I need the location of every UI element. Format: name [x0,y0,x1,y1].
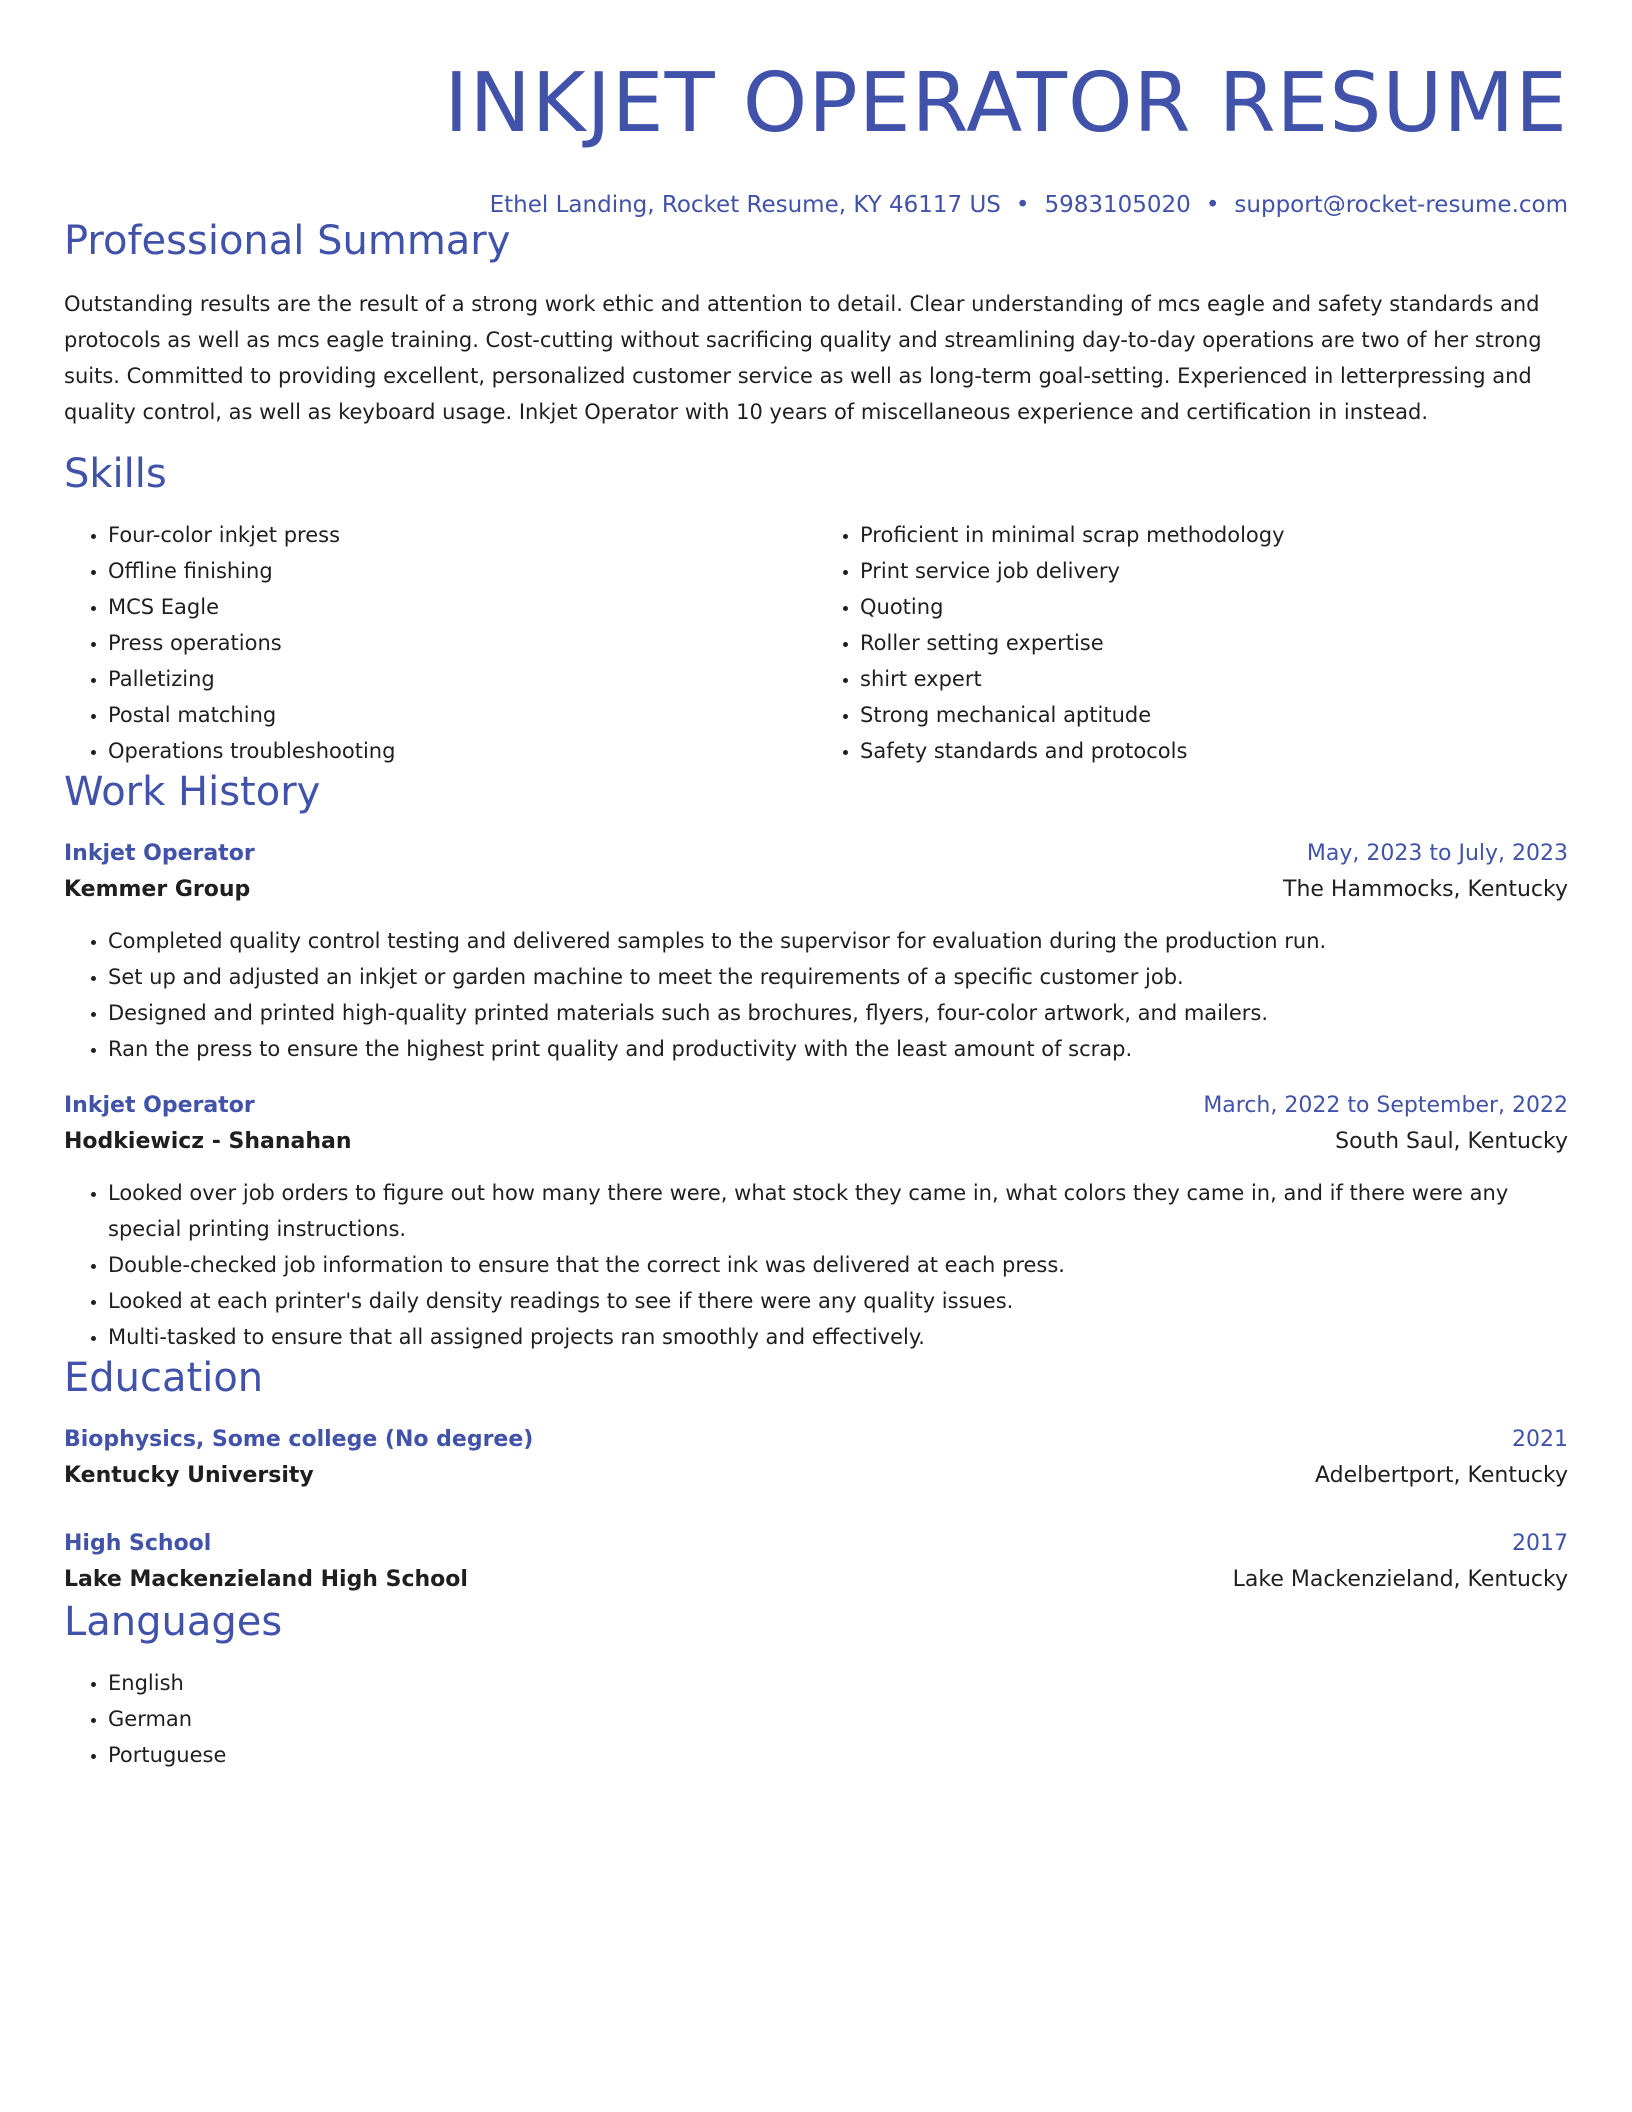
skill-item: • Quoting [860,589,1568,625]
education-section [64,1355,1568,1599]
job-employer: Hodkiewicz - Shanahan [64,1129,352,1154]
job-bullets [64,1175,1568,1355]
education-location: Adelbertport, Kentucky [1315,1463,1568,1488]
job-title-row [64,1089,1568,1123]
summary-section [64,218,1568,430]
contact-separator: • [1015,192,1030,218]
skill-item: • Strong mechanical aptitude [860,697,1568,733]
skills-list-right [816,517,1568,769]
language-item: • Portuguese [108,1737,1568,1773]
education-heading: Education [64,1355,264,1401]
skills-section [64,451,1568,769]
job-bullet: • Multi-tasked to ensure that all assigned projects ran smoothly and effectively. [108,1319,1568,1355]
skill-item: • Four-color inkjet press [108,517,816,553]
education-school-row [64,1457,1568,1495]
contact-line [64,192,1568,218]
job-employer: Kemmer Group [64,877,251,902]
job-bullet: • Looked over job orders to figure out how many there were, what stock they came in, what colors they came in, and if there were any special printing instructions. [108,1175,1568,1247]
language-item: • German [108,1701,1568,1737]
job-entry [64,837,1568,1067]
job-employer-row [64,1123,1568,1161]
skills-heading: Skills [64,451,167,497]
job-bullet: • Looked at each printer's daily density readings to see if there were any quality issues. [108,1283,1568,1319]
skill-item: • Offline finishing [108,553,816,589]
contact-address: Ethel Landing, Rocket Resume, KY 46117 US [489,192,1001,218]
contact-email[interactable]: support@rocket-resume.com [1234,192,1568,218]
job-location: The Hammocks, Kentucky [1283,877,1568,902]
job-bullet: • Ran the press to ensure the highest print quality and productivity with the least amount of scrap. [108,1031,1568,1067]
job-employer-row [64,871,1568,909]
education-entry [64,1527,1568,1599]
skill-item: • Operations troubleshooting [108,733,816,769]
education-year: 2017 [1512,1531,1568,1556]
skill-item: • shirt expert [860,661,1568,697]
skills-columns [64,517,1568,769]
skill-item: • Roller setting expertise [860,625,1568,661]
education-degree-row [64,1423,1568,1457]
work-history-heading: Work History [64,769,321,815]
summary-text: Outstanding results are the result of a strong work ethic and attention to detail. Clear understanding of mcs eagle and safety standards and protocols as well as mcs eagle training. Cost-cutting without sacrificing quality and streamlining day-to-day operations are two of her strong suits. Committed to providing excellent, personalized customer service as well as long-term goal-setting. Experienced in letterpressing and quality control, as well as keyboard usage. Inkjet Operator with 10 years of miscellaneous experience and certification in instead. [64,292,1542,424]
education-entry [64,1423,1568,1495]
contact-separator: • [1205,192,1220,218]
job-bullet: • Designed and printed high-quality printed materials such as brochures, flyers, four-color artwork, and mailers. [108,995,1568,1031]
resume-title: INKJET OPERATOR RESUME [444,56,1568,151]
education-year: 2021 [1512,1427,1568,1452]
languages-heading: Languages [64,1599,283,1645]
education-degree: High School [64,1531,212,1556]
education-degree-row [64,1527,1568,1561]
skill-item: • Press operations [108,625,816,661]
job-bullet: • Double-checked job information to ensure that the correct ink was delivered at each press. [108,1247,1568,1283]
job-role: Inkjet Operator [64,841,255,866]
skill-item: • MCS Eagle [108,589,816,625]
job-bullet: • Completed quality control testing and delivered samples to the supervisor for evaluation during the production run. [108,923,1568,959]
language-item: • English [108,1665,1568,1701]
skill-item: • Postal matching [108,697,816,733]
education-school: Kentucky University [64,1463,314,1488]
resume-header [64,0,1568,218]
job-location: South Saul, Kentucky [1335,1129,1568,1154]
job-entry [64,1089,1568,1355]
education-school: Lake Mackenzieland High School [64,1567,468,1592]
skills-list-left [64,517,816,769]
job-bullet: • Set up and adjusted an inkjet or garden machine to meet the requirements of a specific customer job. [108,959,1568,995]
skill-item: • Palletizing [108,661,816,697]
contact-phone: 5983105020 [1044,192,1191,218]
job-bullets [64,923,1568,1067]
job-title-row [64,837,1568,871]
skill-item: • Safety standards and protocols [860,733,1568,769]
job-role: Inkjet Operator [64,1093,255,1118]
education-school-row [64,1561,1568,1599]
summary-heading: Professional Summary [64,218,511,264]
languages-section [64,1599,1568,1773]
education-degree: Biophysics, Some college (No degree) [64,1427,534,1452]
skill-item: • Proficient in minimal scrap methodology [860,517,1568,553]
skill-item: • Print service job delivery [860,553,1568,589]
languages-list [64,1665,1568,1773]
work-history-section [64,769,1568,1355]
education-location: Lake Mackenzieland, Kentucky [1232,1567,1568,1592]
job-dates: March, 2022 to September, 2022 [1203,1093,1568,1118]
job-dates: May, 2023 to July, 2023 [1306,841,1568,866]
